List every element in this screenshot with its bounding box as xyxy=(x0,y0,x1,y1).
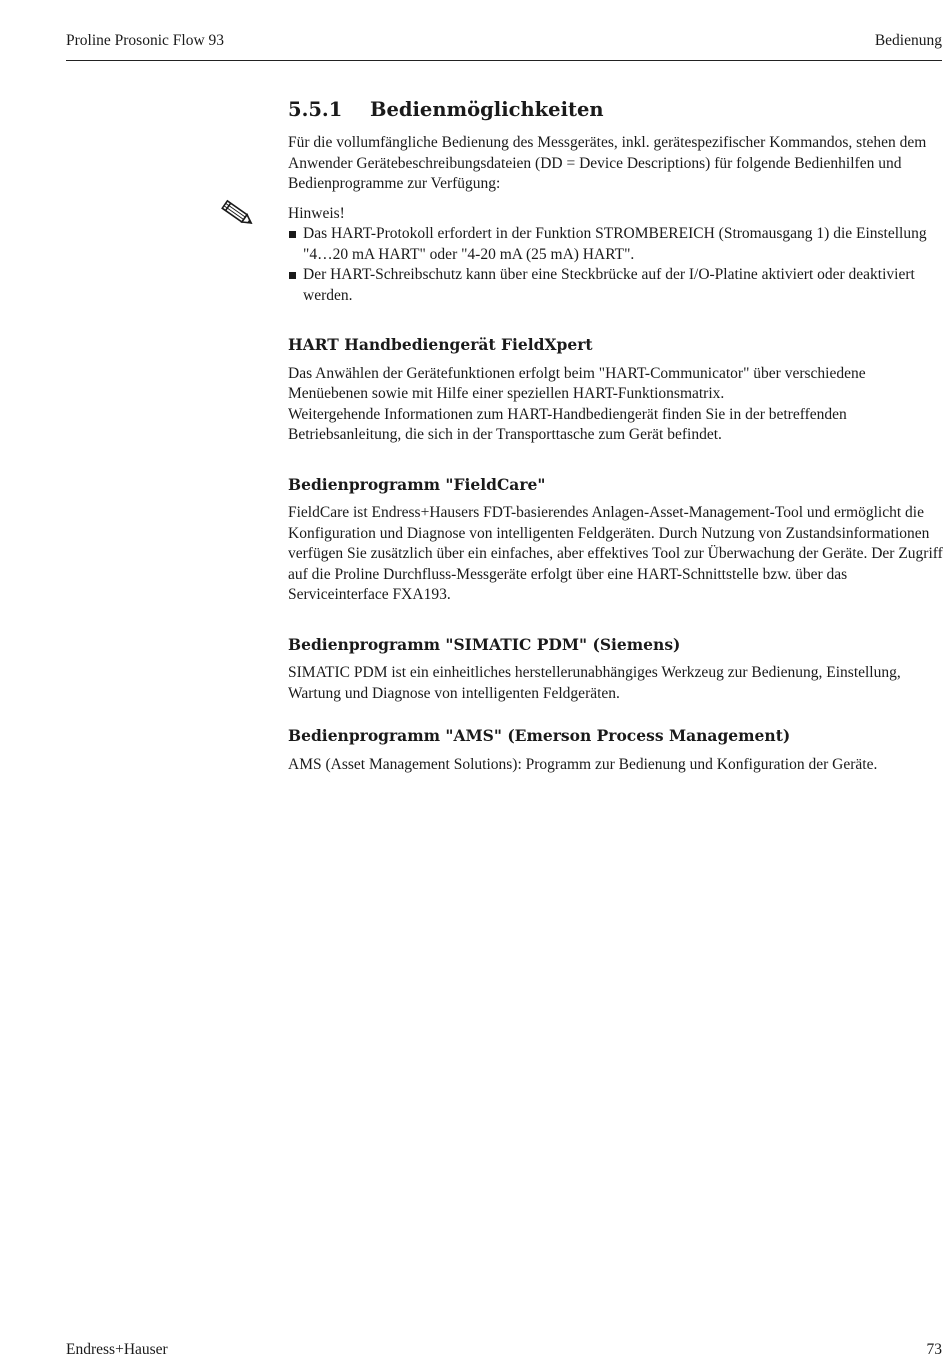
section-heading xyxy=(288,96,944,124)
section-title: Bedienmöglichkeiten xyxy=(370,98,604,121)
section-number: 5.5.1 xyxy=(288,98,343,121)
note-item: Das HART-Protokoll erfordert in der Funktion STROMBEREICH (Stromausgang 1) die Einstellung "4…20 mA HART" oder "4-20 mA (25 mA) HART". xyxy=(288,224,944,265)
note-block xyxy=(288,204,944,307)
subsection-heading-fieldxpert: HART Handbediengerät FieldXpert xyxy=(288,335,593,354)
subsection-paragraph: AMS (Asset Management Solutions): Programm zur Bedienung und Konfiguration der Geräte. xyxy=(288,755,878,773)
section-intro: Für die vollumfängliche Bedienung des Messgerätes, inkl. gerätespezifischer Kommandos, stehen dem Anwender Gerätebeschreibungsdateien (DD = Device Descriptions) für folgende Bedienhilfen und Bedienprogramme zur Verfügung: xyxy=(288,134,927,192)
page-number: 73 xyxy=(926,1341,942,1358)
running-footer xyxy=(66,1341,942,1363)
subsection-paragraph: Das Anwählen der Gerätefunktionen erfolgt beim "HART-Communicator" über verschiedene Menüebenen sowie mit Hilfe einer speziellen HART-Funktionsmatrix. xyxy=(288,364,866,402)
header-chapter-title: Bedienung xyxy=(874,32,942,49)
note-list xyxy=(288,224,944,306)
running-header xyxy=(66,32,942,54)
subsection-heading-simatic-pdm: Bedienprogramm "SIMATIC PDM" (Siemens) xyxy=(288,634,681,654)
subsection-paragraph: SIMATIC PDM ist ein einheitliches herstellerunabhängiges Werkzeug zur Bedienung, Einstellung, Wartung und Diagnose von intelligenten Feldgeräten. xyxy=(288,664,901,702)
subsection-paragraph: Weitergehende Informationen zum HART-Handbediengerät finden Sie in der betreffenden Betriebsanleitung, die sich in der Transporttasche zum Gerät befindet. xyxy=(288,405,847,443)
subsection-heading-ams: Bedienprogramm "AMS" (Emerson Process Management) xyxy=(288,726,791,745)
note-item: Der HART-Schreibschutz kann über eine Steckbrücke auf der I/O-Platine aktiviert oder deaktiviert werden. xyxy=(288,265,944,306)
header-rule xyxy=(66,60,942,61)
subsection-heading-fieldcare: Bedienprogramm "FieldCare" xyxy=(288,474,546,494)
pencil-note-icon xyxy=(216,196,256,230)
subsection-paragraph: FieldCare ist Endress+Hausers FDT-basierendes Anlagen-Asset-Management-Tool und ermöglicht die Konfiguration und Diagnose von intelligenten Feldgeräten. Durch Nutzung von Zustandsinformationen verfügen Sie zusätzlich über ein einfaches, aber effektives Tool zur Überwachung der Geräte. Der Zugriff auf die Proline Durchfluss-Messgeräte erfolgt über eine HART-Schnittstelle bzw. über das Serviceinterface FXA193. xyxy=(288,504,943,603)
page-content xyxy=(288,96,944,775)
note-title: Hinweis! xyxy=(288,204,345,222)
footer-company-name: Endress+Hauser xyxy=(66,1341,168,1358)
header-product-name: Proline Prosonic Flow 93 xyxy=(66,32,225,49)
